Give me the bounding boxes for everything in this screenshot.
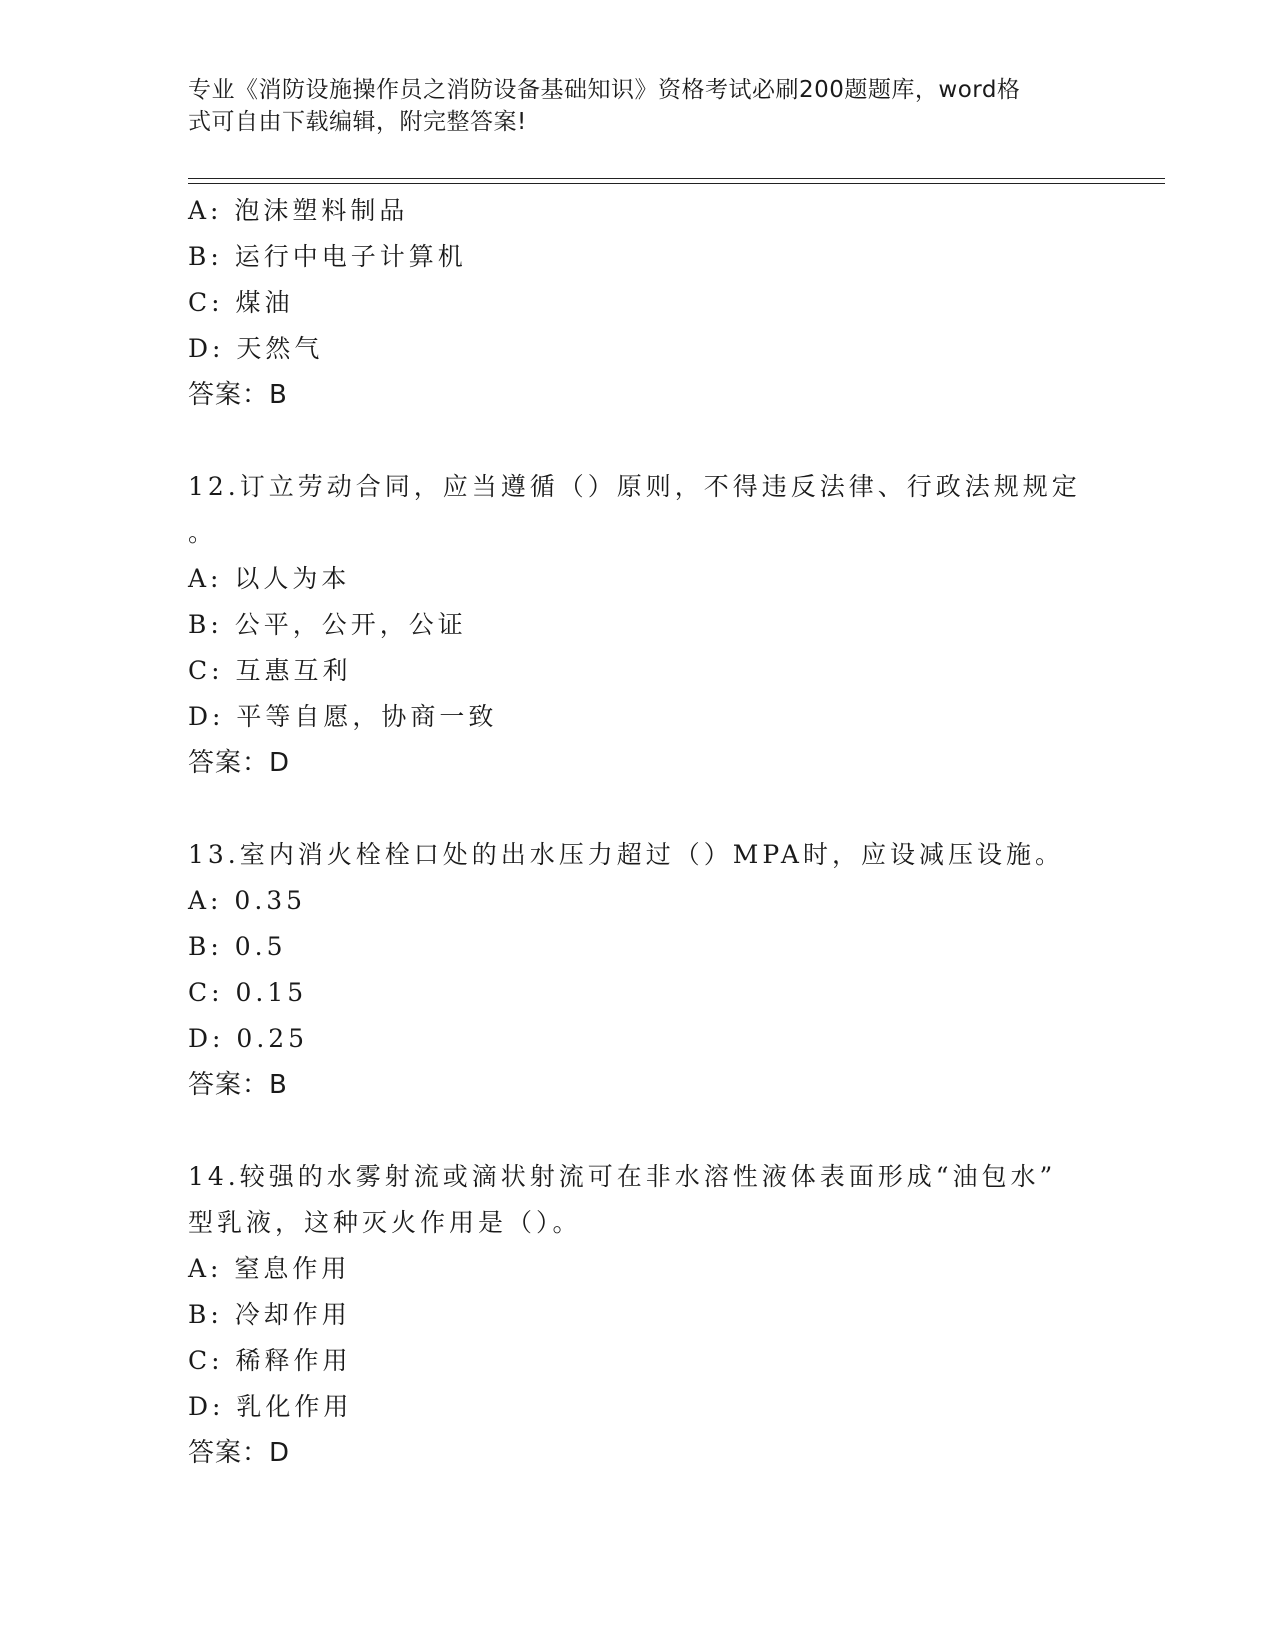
- question-stem-line-1: 14.较强的水雾射流或滴状射流可在非水溶性液体表面形成“油包水”: [188, 1162, 1057, 1191]
- question-11: [188, 188, 1088, 418]
- document-header: [188, 74, 1078, 138]
- option-b: B: 0.5: [188, 932, 287, 961]
- question-stem-line-1: 13.室内消火栓栓口处的出水压力超过（）MPA时，应设减压设施。: [188, 840, 1064, 869]
- option-a: A: 泡沫塑料制品: [188, 196, 409, 225]
- option-a: A: 0.35: [188, 886, 307, 915]
- question-12: [188, 464, 1088, 786]
- option-a: A: 窒息作用: [188, 1254, 351, 1283]
- option-a: A: 以人为本: [188, 564, 351, 593]
- answer: 答案：B: [188, 1070, 288, 1100]
- option-c: C: 互惠互利: [188, 656, 352, 685]
- question-13: [188, 832, 1088, 1108]
- question-14: [188, 1154, 1088, 1476]
- option-c: C: 稀释作用: [188, 1346, 352, 1375]
- option-c: C: 0.15: [188, 978, 308, 1007]
- answer: 答案：B: [188, 380, 288, 410]
- header-divider-bottom: [188, 183, 1165, 184]
- option-b: B: 运行中电子计算机: [188, 242, 467, 271]
- spacer: [188, 418, 1088, 464]
- spacer: [188, 1108, 1088, 1154]
- header-title-line-2: 式可自由下载编辑，附完整答案!: [188, 109, 527, 135]
- question-list: [188, 188, 1088, 1476]
- question-stem-line-2: 型乳液，这种灭火作用是（）。: [188, 1208, 582, 1237]
- option-d: D: 平等自愿，协商一致: [188, 702, 498, 731]
- option-d: D: 天然气: [188, 334, 324, 363]
- option-b: B: 公平，公开，公证: [188, 610, 467, 639]
- question-stem-line-1: 12.订立劳动合同，应当遵循（）原则，不得违反法律、行政法规规定: [188, 472, 1081, 501]
- question-stem-line-2: 。: [188, 518, 218, 547]
- spacer: [188, 786, 1088, 832]
- option-d: D: 乳化作用: [188, 1392, 353, 1421]
- header-divider-top: [188, 178, 1165, 179]
- option-b: B: 冷却作用: [188, 1300, 351, 1329]
- answer: 答案：D: [188, 748, 291, 778]
- option-d: D: 0.25: [188, 1024, 309, 1053]
- answer: 答案：D: [188, 1438, 291, 1468]
- header-title-line-1: 专业《消防设施操作员之消防设备基础知识》资格考试必刷200题题库，word格: [188, 77, 1021, 103]
- option-c: C: 煤油: [188, 288, 294, 317]
